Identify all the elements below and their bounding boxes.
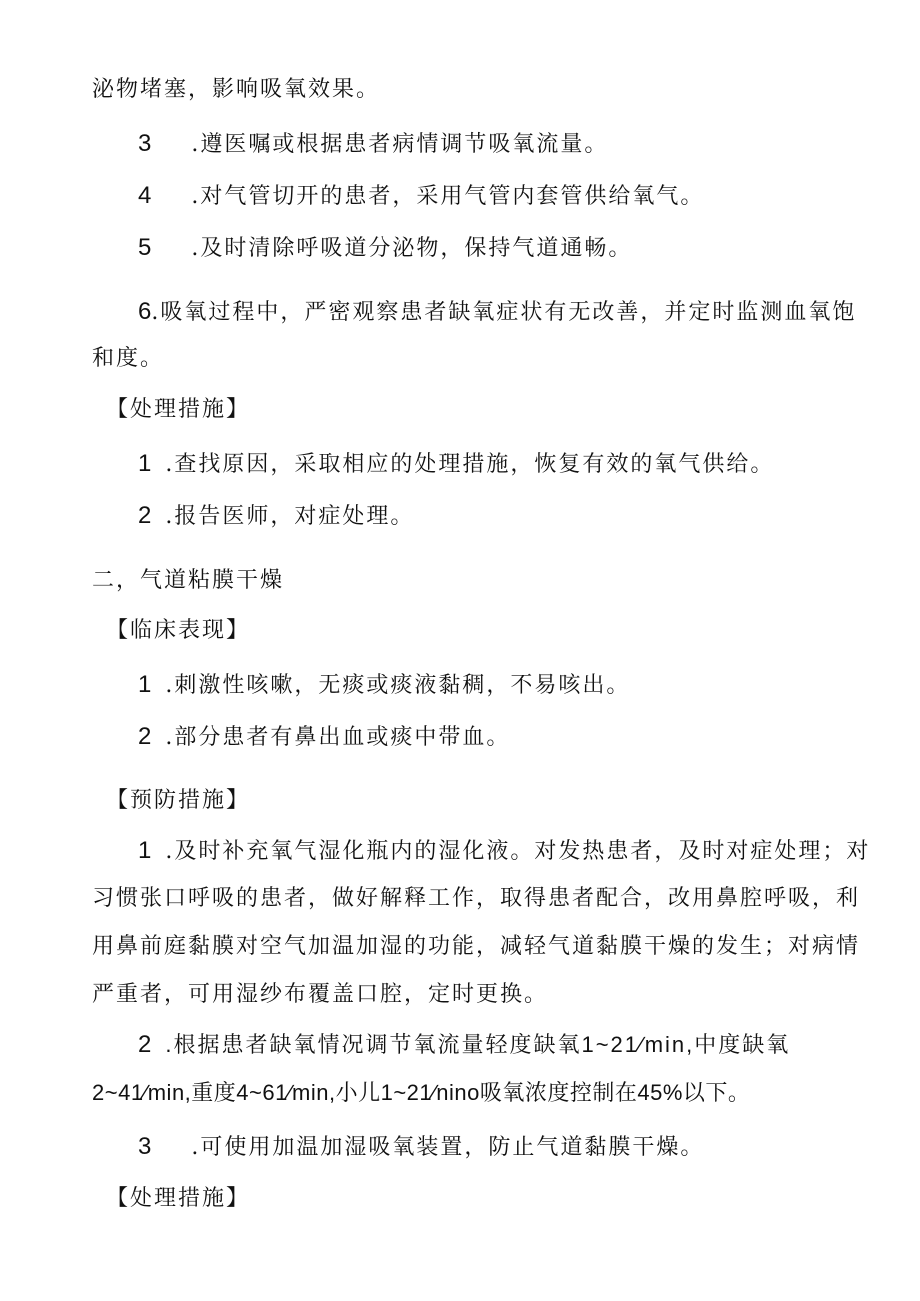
item-number: 1: [138, 671, 152, 698]
item-text-continuation: 用鼻前庭黏膜对空气加温加湿的功能，减轻气道黏膜干燥的发生；对病情: [92, 934, 861, 959]
item-text: .吸氧过程中，严密观察患者缺氧症状有无改善，并定时监测血氧饱: [151, 300, 857, 325]
item-text: .报告医师，对症处理。: [165, 504, 415, 529]
item-number: 1: [138, 450, 152, 477]
list-item: [138, 297, 856, 328]
item-number: 2: [138, 723, 152, 750]
list-item: [138, 1132, 704, 1163]
item-number: 2: [138, 1031, 152, 1058]
item-text: .对气管切开的患者，采用气管内套管供给氧气。: [191, 184, 705, 209]
list-item: [138, 722, 510, 753]
item-text: .及时清除呼吸道分泌物，保持气道通畅。: [191, 236, 633, 261]
section-heading: 【预防措施】: [106, 788, 251, 813]
item-text: .遵医嘱或根据患者病情调节吸氧流量。: [191, 132, 609, 157]
section-title: 二，气道粘膜干燥: [92, 568, 285, 593]
item-number: 3: [138, 1133, 152, 1160]
item-text-continuation: 严重者，可用湿纱布覆盖口腔，定时更换。: [92, 982, 549, 1007]
section-heading: 【临床表现】: [106, 618, 251, 643]
list-item: [138, 129, 608, 160]
item-number: 4: [138, 182, 152, 209]
list-item: [138, 1030, 790, 1061]
item-text: .刺激性咳嗽，无痰或痰液黏稠，不易咳出。: [165, 673, 631, 698]
item-number: 3: [138, 130, 152, 157]
list-item: [138, 670, 630, 701]
list-item: [138, 449, 774, 480]
list-item: [138, 501, 414, 532]
item-text-continuation: 2~41∕min,重度4~61∕min,小儿1~21∕nino吸氧浓度控制在45%以下。: [92, 1080, 751, 1105]
item-text-continuation: 和度。: [92, 346, 165, 371]
item-text: .查找原因，采取相应的处理措施，恢复有效的氧气供给。: [165, 452, 775, 477]
item-text-continuation: 习惯张口呼吸的患者，做好解释工作，取得患者配合，改用鼻腔呼吸，利: [92, 886, 861, 911]
item-number: 2: [138, 502, 152, 529]
paragraph-continuation: 泌物堵塞，影响吸氧效果。: [92, 77, 381, 102]
list-item: [138, 233, 632, 264]
item-number: 5: [138, 234, 152, 261]
list-item: [138, 181, 704, 212]
item-text: .部分患者有鼻出血或痰中带血。: [165, 725, 511, 750]
list-item: [138, 836, 870, 867]
item-text: .可使用加温加湿吸氧装置，防止气道黏膜干燥。: [191, 1135, 705, 1160]
section-heading: 【处理措施】: [106, 397, 251, 422]
item-text: .及时补充氧气湿化瓶内的湿化液。对发热患者，及时对症处理；对: [165, 839, 871, 864]
item-number: 1: [138, 837, 152, 864]
item-number: 6: [138, 298, 152, 325]
item-text: .根据患者缺氧情况调节氧流量轻度缺氧1~21∕min,中度缺氧: [165, 1032, 791, 1057]
section-heading: 【处理措施】: [106, 1186, 251, 1211]
